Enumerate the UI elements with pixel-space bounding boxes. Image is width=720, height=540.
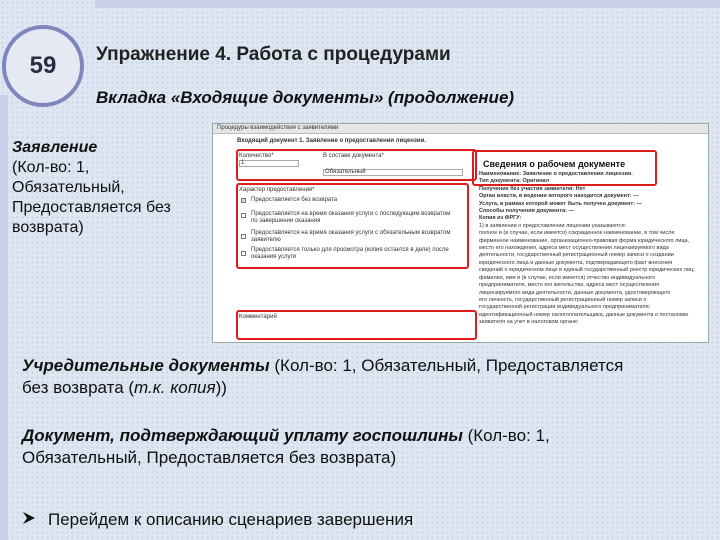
paragraph-fee-line2: Обязательный, Предоставляется без возврата) xyxy=(22,448,397,467)
paragraph-founding-line2b: )) xyxy=(215,378,227,397)
method-option: Предоставляется без возврата xyxy=(251,197,338,203)
screenshot-header: Процедуры взаимодействия с заявителями xyxy=(213,124,708,134)
info-line: место его нахождения, адреса мест осуществления лицензируемого вида xyxy=(479,245,669,252)
page-title: Упражнение 4. Работа с процедурами xyxy=(96,44,451,65)
paragraph-fee-rest: (Кол-во: 1, xyxy=(462,426,550,445)
application-line: возврата) xyxy=(12,219,84,236)
left-decor-bar xyxy=(0,95,8,540)
paragraph-founding-line2-italic: т.к. копия xyxy=(134,378,216,397)
methods-title: Характер предоставления* xyxy=(239,187,315,193)
application-description xyxy=(12,138,212,238)
info-line: лицензируемого вида деятельности, данные документа, удостоверяющего xyxy=(479,289,671,296)
info-line: Тип документа: Оригинал xyxy=(479,178,550,185)
info-line: сведений о юридическом лице в единый государственный реестр юридических лиц; xyxy=(479,267,695,274)
info-line: Способы получения документа: — xyxy=(479,208,574,215)
info-line: фирменное наименование, организационно-правовая форма юридического лица, xyxy=(479,237,690,244)
info-line: юридического лица и данные документа, подтверждающего факт внесения xyxy=(479,259,673,266)
info-line: 1) в заявлении о предоставлении лицензии указываются: xyxy=(479,222,627,229)
info-line: государственной регистрации индивидуального предпринимателя; xyxy=(479,304,651,311)
info-line: деятельности, государственный регистрационный номер записи о создании xyxy=(479,252,674,259)
application-line: (Кол-во: 1, xyxy=(12,159,90,176)
info-line: идентификационный номер налогоплательщика, данные документа о постановке xyxy=(479,311,689,318)
info-line: Орган власти, в ведении которого находится документ: — xyxy=(479,193,639,200)
qty-label: Количество* xyxy=(239,153,274,159)
embedded-screenshot xyxy=(212,123,709,343)
bullet-next-step xyxy=(22,510,413,530)
application-line: Обязательный, xyxy=(12,179,125,196)
info-line: предпринимателя, место его жительства, адреса мест осуществления xyxy=(479,282,660,289)
highlight-info xyxy=(472,150,657,186)
method-option: Предоставляется на время оказания услуги с последующим возвратом по завершении оказания xyxy=(251,211,451,224)
info-line: Наименование: Заявление о предоставлении лицензии. xyxy=(479,171,633,177)
type-label: В составе документа* xyxy=(323,153,384,159)
paragraph-founding-title: Учредительные документы xyxy=(22,356,270,375)
doc-label: Входящий документ 1. Заявление о предоставлении лицензии. xyxy=(237,138,426,144)
comment-label: Комментарий xyxy=(239,314,277,320)
paragraph-fee-doc xyxy=(22,425,702,469)
application-heading: Заявление xyxy=(12,139,98,156)
bullet-text: Перейдем к описанию сценариев завершения xyxy=(48,510,414,529)
info-title: Сведения о рабочем документе xyxy=(483,159,626,169)
qty-value: 1 xyxy=(241,160,245,166)
top-decor-bar xyxy=(95,0,720,8)
arrow-bullet-icon xyxy=(22,510,36,530)
slide-number-badge xyxy=(2,25,84,107)
info-lines xyxy=(479,171,704,327)
highlight-methods xyxy=(236,183,469,269)
application-line: Предоставляется без xyxy=(12,199,171,216)
info-line: полное и (в случае, если имеется) сокращенное наименование, в том числе xyxy=(479,230,675,237)
highlight-qty-type xyxy=(236,149,477,181)
paragraph-founding-line2a: без возврата ( xyxy=(22,378,135,397)
info-line: Услуга, в рамках которой может быть получен документ: — xyxy=(479,200,643,207)
method-option: Предоставляется на время оказания услуги с обязательным возвратом заявителю xyxy=(251,230,451,243)
slide-number: 59 xyxy=(29,52,57,79)
paragraph-founding-rest: (Кол-во: 1, Обязательный, Предоставляется xyxy=(269,356,624,375)
method-option: Предоставляется только для просмотра (копия остается в деле) после оказания услуги xyxy=(251,247,449,260)
type-value: Обязательный xyxy=(325,169,366,175)
paragraph-founding-docs xyxy=(22,355,702,399)
info-line: Копия из ФРГУ: xyxy=(479,215,522,222)
info-line: Получение без участия заявителя: Нет xyxy=(479,185,586,192)
page-subtitle: Вкладка «Входящие документы» (продолжение) xyxy=(96,88,515,107)
paragraph-fee-title: Документ, подтверждающий уплату госпошлины xyxy=(22,426,463,445)
info-line: заявителя на учет в налоговом органе; xyxy=(479,319,579,326)
info-line: фамилия, имя и (в случае, если имеется) отчество индивидуального xyxy=(479,274,656,281)
highlight-comment xyxy=(236,310,477,340)
info-line: его личность, государственный регистрационный номер записи о xyxy=(479,296,647,303)
